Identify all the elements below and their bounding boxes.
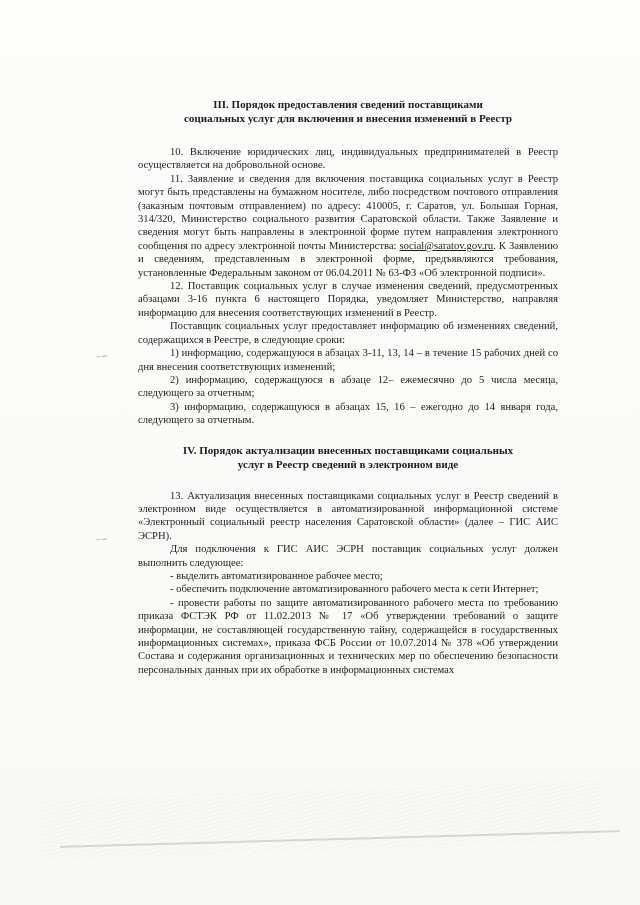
ministry-email-link[interactable]: social@saratov.gov.ru [399, 240, 494, 252]
paragraph-12: 12. Поставщик социальных услуг в случае изменения сведений, предусмотренных абзацами 3-16 пункта 6 настоящего Порядка, уведомляет Министерство, направляя информацию для внесения соответствующих изменений в Реестр. [138, 281, 558, 319]
requirement-item: - выделить автоматизированное рабочее место; [170, 570, 383, 582]
margin-mark: –∽ [96, 352, 109, 362]
term-item-3: 3) информацию, содержащуюся в абзацах 15, 16 – ежегодно до 14 января года, следующего за отчетным. [138, 401, 558, 427]
scan-artifact [40, 780, 600, 860]
paragraph-10: 10. Включение юридических лиц, индивидуальных предпринимателей в Реестр осуществляется на добровольной основе. [138, 147, 558, 172]
paragraph-13: 13. Актуализация внесенных поставщиками социальных услуг в Реестр сведений в электронном виде осуществляется в автоматизированной информационной системе «Электронный социальный реестр населения Саратовской области» (далее – ГИС АИС ЭСРН). [138, 490, 558, 542]
section-4-title-line2: услуг в Реестр сведений в электронном виде [237, 458, 459, 471]
section-4-heading [138, 444, 558, 472]
paragraph-12-terms: Поставщик социальных услуг предоставляет информацию об изменениях сведений, содержащихся в Реестре, в следующие сроки: [138, 321, 558, 346]
paragraph-11 [138, 173, 558, 280]
section-3-title-line2: социальных услуг для включения и внесения изменений в Реестр [184, 113, 512, 125]
margin-mark: –∽ [96, 535, 109, 545]
section-3-heading [138, 98, 558, 126]
requirement-item: - провести работы по защите автоматизированного рабочего места по требованию приказа ФСТЭК РФ от 11.02.2013 № 17 «Об утверждении требований о защите информации, не составляющей государственную тайну, содержащейся в государственных информационных системах», приказа ФСБ России от 10.07.2014 № 378 «Об утверждении Состава и содержания организационных и технических мер по обеспечению безопасности персональных данных при их обработке в информационных системах [138, 597, 558, 676]
paragraph-11-text-end: . К Заявлению и сведениям, представленным в электронной форме, предъявляются требования, установленные Федеральным законом от 06.04.2011 № 63-ФЗ «Об электронной подписи». [138, 240, 559, 279]
requirement-item: - обеспечить подключение автоматизированного рабочего места к сети Интернет; [170, 584, 539, 596]
document-body [138, 98, 558, 677]
section-4-title-line1: IV. Порядок актуализации внесенных поставщиками социальных [182, 444, 514, 457]
term-item-1: 1) информацию, содержащуюся в абзацах 3-11, 13, 14 – в течение 15 рабочих дней со дня внесения соответствующих изменений; [138, 348, 558, 373]
paragraph-11-text: 11. Заявление и сведения для включения поставщика социальных услуг в Реестр могут быть представлены на бумажном носителе, либо посредством почтового отправления (заказным почтовым отправлением) по адресу: 410005, г. Саратов, ул. Большая Горная, 314/320, Министерство социального развития Саратовской области. Также Заявление и сведения могут быть направлены в электронной форме путем направления электронного сообщения по адресу электронной почты Министерства: [138, 173, 558, 252]
section-3-title-line1: III. Порядок предоставления сведений поставщиками [213, 99, 483, 111]
term-item-2: 2) информацию, содержащуюся в абзаце 12– ежемесячно до 5 числа месяца, следующего за отчетным; [138, 374, 558, 400]
paragraph-13-requirements: Для подключения к ГИС АИС ЭСРН поставщик социальных услуг должен выполнить следующее: [138, 544, 558, 569]
